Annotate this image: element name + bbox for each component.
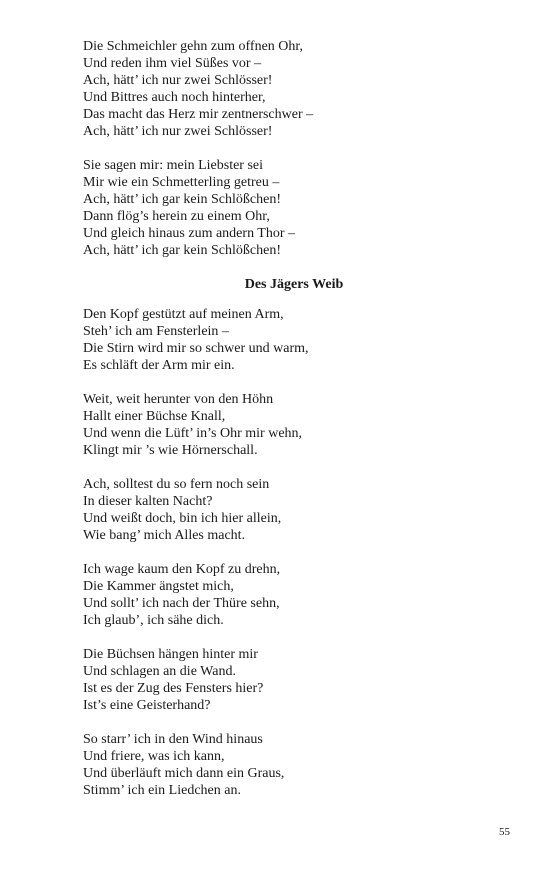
verse-line: Ach, hätt’ ich nur zwei Schlösser! xyxy=(83,124,273,139)
verse-line: Und überläuft mich dann ein Graus, xyxy=(83,766,285,781)
stanza xyxy=(83,157,443,259)
verse-line: Den Kopf gestützt auf meinen Arm, xyxy=(83,307,284,322)
verse-line: Klingt mir ’s wie Hörnerschall. xyxy=(83,443,258,458)
verse-line: Wie bang’ mich Alles macht. xyxy=(83,528,246,543)
verse-line: Steh’ ich am Fensterlein – xyxy=(83,324,229,339)
verse-line: In dieser kalten Nacht? xyxy=(83,494,213,509)
stanza xyxy=(83,561,443,629)
verse-line: So starr’ ich in den Wind hinaus xyxy=(83,732,263,747)
stanza xyxy=(83,38,443,140)
verse-line: Ach, hätt’ ich gar kein Schlößchen! xyxy=(83,192,282,207)
verse-line: Und friere, was ich kann, xyxy=(83,749,225,764)
verse-line: Und wenn die Lüft’ in’s Ohr mir wehn, xyxy=(83,426,303,441)
verse-line: Ich wage kaum den Kopf zu drehn, xyxy=(83,562,281,577)
verse-line: Und gleich hinaus zum andern Thor – xyxy=(83,226,296,241)
verse-line: Mir wie ein Schmetterling getreu – xyxy=(83,175,280,190)
verse-line: Ach, hätt’ ich nur zwei Schlösser! xyxy=(83,73,273,88)
stanza xyxy=(83,646,443,714)
verse-line: Ach, hätt’ ich gar kein Schlößchen! xyxy=(83,243,282,258)
verse-line: Ich glaub’, ich sähe dich. xyxy=(83,613,224,628)
verse-line: Und Bittres auch noch hinterher, xyxy=(83,90,266,105)
verse-line: Und reden ihm viel Süßes vor – xyxy=(83,56,262,71)
verse-line: Ist’s eine Geisterhand? xyxy=(83,698,211,713)
verse-line: Und weißt doch, bin ich hier allein, xyxy=(83,511,282,526)
verse-line: Stimm’ ich ein Liedchen an. xyxy=(83,783,241,798)
verse-line: Und sollt’ ich nach der Thüre sehn, xyxy=(83,596,280,611)
stanza xyxy=(83,476,443,544)
verse-line: Und schlagen an die Wand. xyxy=(83,664,236,679)
verse-line: Weit, weit herunter von den Höhn xyxy=(83,392,274,407)
verse-line: Ist es der Zug des Fensters hier? xyxy=(83,681,264,696)
page-number: 55 xyxy=(499,826,510,838)
stanza xyxy=(83,306,443,374)
verse-line: Ach, solltest du so fern noch sein xyxy=(83,477,270,492)
poem-title: Des Jägers Weib xyxy=(244,277,344,292)
stanza xyxy=(83,731,443,799)
verse-line: Sie sagen mir: mein Liebster sei xyxy=(83,158,264,173)
verse-line: Hallt einer Büchse Knall, xyxy=(83,409,226,424)
verse-line: Die Schmeichler gehn zum offnen Ohr, xyxy=(83,39,304,54)
verse-line: Die Stirn wird mir so schwer und warm, xyxy=(83,341,309,356)
stanza xyxy=(83,391,443,459)
verse-line: Dann flög’s herein zu einem Ohr, xyxy=(83,209,270,224)
verse-line: Die Kammer ängstet mich, xyxy=(83,579,234,594)
verse-line: Es schläft der Arm mir ein. xyxy=(83,358,235,373)
verse-line: Das macht das Herz mir zentnerschwer – xyxy=(83,107,314,122)
page-body xyxy=(83,38,443,816)
verse-line: Die Büchsen hängen hinter mir xyxy=(83,647,258,662)
